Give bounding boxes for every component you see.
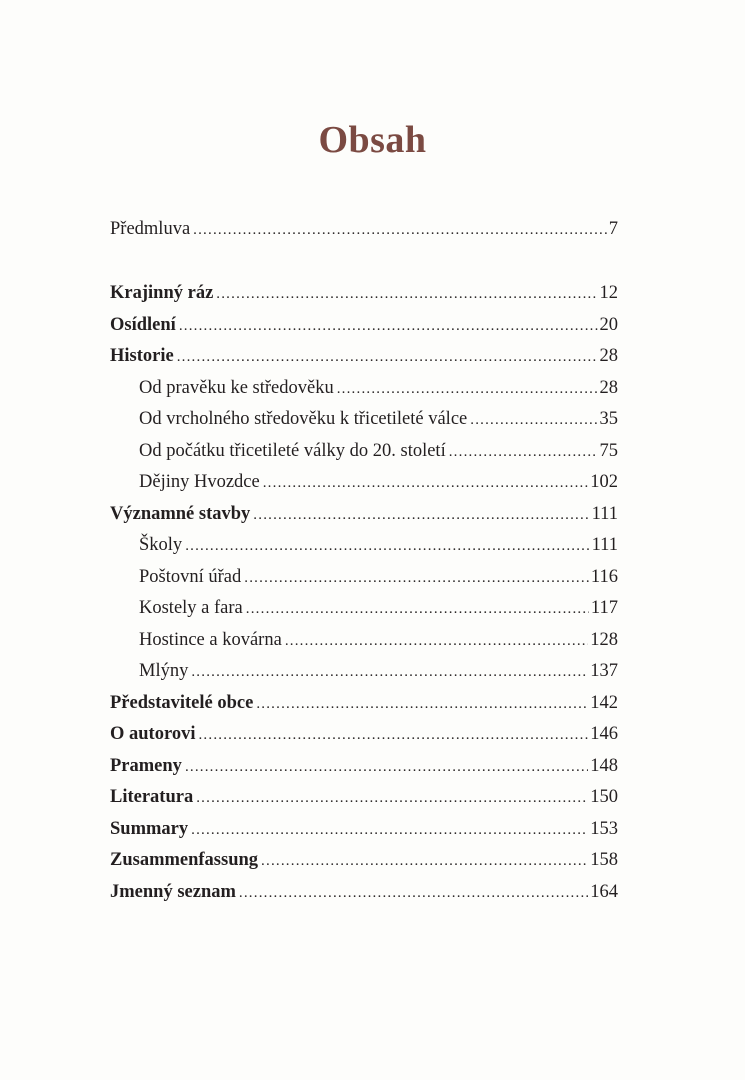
toc-entry-page: 111 (591, 535, 618, 555)
toc-entry-page: 116 (590, 566, 618, 587)
toc-entry-label: Mlýny (139, 661, 189, 681)
toc-entry-page: 158 (590, 850, 618, 870)
toc-entry-summary[interactable] (110, 814, 618, 844)
toc-entry-page: 148 (590, 755, 618, 776)
toc-entry-label: Prameny (110, 755, 182, 776)
dot-leader (263, 468, 589, 498)
toc-entry-label: Kostely a fara (139, 598, 243, 618)
toc-entry-krajinny-raz[interactable] (110, 278, 618, 308)
dot-leader (256, 689, 588, 719)
toc-entry-skoly[interactable] (110, 530, 618, 560)
toc-entry-label: Od vrcholného středověku k třicetileté válce (139, 409, 468, 429)
toc-entry-label: O autorovi (110, 724, 196, 744)
toc-entry-page: 12 (599, 283, 618, 303)
toc-entry-page: 35 (599, 409, 618, 429)
toc-entry-page: 28 (599, 346, 618, 366)
dot-leader (191, 815, 588, 845)
toc-entry-label: Od pravěku ke středověku (139, 377, 334, 398)
toc-entry-page: 117 (590, 598, 618, 618)
toc-entry-hostince-a-kovarna[interactable] (110, 625, 618, 655)
toc-entry-page: 142 (590, 692, 618, 713)
toc-entry-label: Summary (110, 818, 189, 839)
toc-entry-kostely-a-fara[interactable] (110, 593, 618, 623)
toc-entry-historie[interactable] (110, 341, 618, 371)
toc-entry-label: Školy (139, 535, 183, 555)
toc-entry-label: Od počátku třicetileté války do 20. století (139, 440, 446, 461)
toc-entry-postovni-urad[interactable] (110, 562, 618, 592)
toc-entry-predstavitele-obce[interactable] (110, 688, 618, 718)
toc-entry-mlyny[interactable] (110, 656, 618, 686)
toc-entry-osidleni[interactable] (110, 310, 618, 340)
dot-leader (191, 657, 588, 687)
toc-entry-label: Významné stavby (110, 503, 251, 524)
dot-leader (193, 215, 607, 245)
dot-leader (449, 437, 598, 467)
toc-entry-od-pocatku-tricetilete-valky[interactable] (110, 436, 618, 466)
toc-entry-jmenny-seznam[interactable] (110, 877, 618, 907)
toc-entry-label: Krajinný ráz (110, 283, 214, 303)
toc-entry-page: 20 (599, 314, 618, 335)
dot-leader (246, 594, 589, 624)
dot-leader (177, 342, 598, 372)
toc-entry-page: 146 (590, 724, 618, 744)
dot-leader (179, 311, 598, 341)
toc-entry-label: Poštovní úřad (139, 566, 242, 587)
toc-entry-label: Osídlení (110, 314, 176, 335)
dot-leader (285, 626, 588, 656)
dot-leader (196, 783, 588, 813)
toc-entry-page: 102 (590, 472, 618, 492)
toc-entry-prameny[interactable] (110, 751, 618, 781)
toc-entry-page: 7 (608, 219, 618, 239)
toc-entry-label: Historie (110, 346, 174, 366)
toc-entry-page: 111 (591, 503, 618, 524)
toc-entry-label: Představitelé obce (110, 692, 254, 713)
dot-leader (261, 846, 588, 876)
toc-entry-label: Hostince a kovárna (139, 629, 282, 650)
dot-leader (185, 531, 589, 561)
toc-entry-page: 164 (590, 881, 618, 902)
toc-entry-page: 28 (599, 377, 618, 398)
dot-leader (470, 405, 597, 435)
toc-entry-label: Dějiny Hvozdce (139, 472, 260, 492)
toc-entry-label: Předmluva (110, 219, 191, 239)
dot-leader (185, 752, 588, 782)
toc-entry-zusammenfassung[interactable] (110, 845, 618, 875)
toc-entry-page: 153 (590, 818, 618, 839)
toc-entry-label: Jmenný seznam (110, 881, 236, 902)
toc-entry-page: 137 (590, 661, 618, 681)
toc-entry-label: Zusammenfassung (110, 850, 259, 870)
toc-entry-label: Literatura (110, 787, 194, 807)
toc-entry-page: 75 (599, 440, 618, 461)
toc-entry-dejiny-hvozdce[interactable] (110, 467, 618, 497)
toc-entry-od-vrcholneho-stredoveku[interactable] (110, 404, 618, 434)
dot-leader (216, 279, 597, 309)
dot-leader (337, 374, 598, 404)
toc-entry-o-autorovi[interactable] (110, 719, 618, 749)
dot-leader (253, 500, 589, 530)
toc-entry-page: 128 (590, 629, 618, 650)
toc-entry-literatura[interactable] (110, 782, 618, 812)
toc-entry-page: 150 (590, 787, 618, 807)
dot-leader (239, 878, 588, 908)
dot-leader (244, 563, 589, 593)
toc-entry-od-praveku[interactable] (110, 373, 618, 403)
toc-entry-vyznamne-stavby[interactable] (110, 499, 618, 529)
page-title: Obsah (318, 119, 427, 161)
toc-entry-predmluva[interactable] (110, 214, 618, 244)
dot-leader (198, 720, 588, 750)
